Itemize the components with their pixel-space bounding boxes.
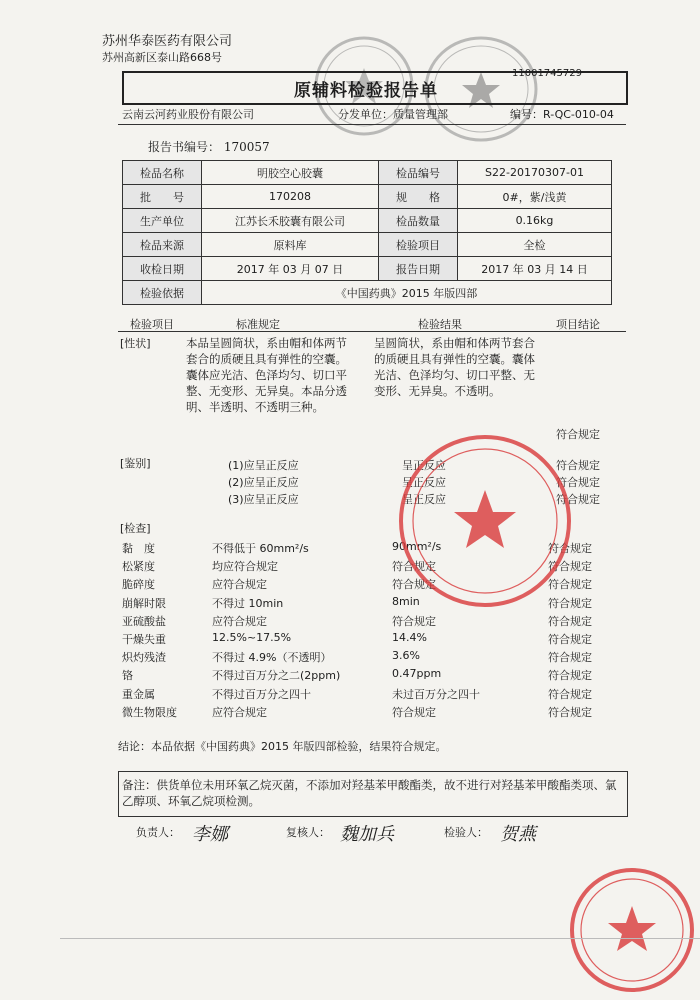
report-date-value: 2017 年 03 月 14 日 (458, 257, 612, 281)
check-conclusion: 符合规定 (548, 705, 592, 719)
review-label: 复核人： (286, 826, 330, 839)
check-result: 8min (392, 594, 420, 608)
check-conclusion: 符合规定 (548, 596, 592, 610)
name-value: 明胶空心胶囊 (202, 161, 379, 185)
check-conclusion: 符合规定 (548, 651, 592, 665)
source-value: 原料库 (202, 233, 379, 257)
check-item-name: 炽灼残渣 (122, 651, 166, 665)
footer-line (60, 938, 700, 939)
ident-label: [鉴别] (120, 457, 151, 470)
char-label: [性状] (120, 337, 151, 350)
receiver-company: 云南云河药业股份有限公司 (122, 108, 254, 121)
check-result: 0.47ppm (392, 667, 442, 681)
inspect-signature: 贺燕 (500, 824, 536, 845)
check-result: 3.6% (392, 649, 420, 663)
check-standard: 不得低于 60mm²/s (212, 542, 309, 555)
source-label: 检品来源 (123, 233, 202, 257)
code-value: S22-20170307-01 (458, 161, 612, 185)
recv-date-value: 2017 年 03 月 07 日 (202, 257, 379, 281)
check-standard: 应符合规定 (212, 578, 267, 592)
ident-conclusion: 符合规定 (556, 459, 600, 472)
quality-seal-stamp (396, 432, 574, 610)
check-conclusion: 符合规定 (548, 669, 592, 683)
col-header-result: 检验结果 (418, 318, 462, 331)
check-result: 90mm²/s (392, 540, 442, 553)
lead-label: 负责人： (136, 826, 180, 839)
check-result: 符合规定 (392, 614, 436, 628)
check-label: [检查] (120, 522, 151, 535)
char-conclusion: 符合规定 (556, 428, 600, 441)
divider (118, 124, 626, 125)
check-item-name: 干燥失重 (122, 633, 166, 646)
batch-label: 批 号 (123, 185, 202, 209)
spec-label: 规 格 (379, 185, 458, 209)
ident-standard: (1)应呈正反应 (228, 459, 299, 472)
check-standard: 不得过 10min (212, 596, 284, 610)
company-seal-stamp (568, 866, 696, 994)
qty-value: 0.16kg (458, 209, 612, 233)
ident-result: 呈正反应 (402, 459, 446, 472)
maker-value: 江苏长禾胶囊有限公司 (202, 209, 379, 233)
maker-label: 生产单位 (123, 209, 202, 233)
char-result: 呈圆筒状，系由帽和体两节套合的质硬且具有弹性的空囊。囊体光洁、色泽均匀、切口平整、无变形、无异臭。不透明。 (374, 336, 535, 398)
check-item-name: 重金属 (122, 687, 155, 701)
char-standard: 本品呈圆筒状，系由帽和体两节套合的质硬且具有弹性的空囊。囊体应光洁、色泽均匀、切口平整、无变形、无异臭。本品分透明、半透明、不透明三种。 (186, 336, 347, 414)
check-item-name: 铬 (122, 669, 133, 683)
form-code: 编号：R-QC-010-04 (510, 108, 614, 121)
check-item-name: 脆碎度 (122, 578, 155, 592)
check-conclusion: 符合规定 (548, 560, 592, 574)
check-standard: 不得过百万分之二(2ppm) (212, 669, 341, 683)
check-result: 符合规定 (392, 705, 436, 719)
report-date-label: 报告日期 (379, 257, 458, 281)
batch-value: 170208 (202, 185, 379, 209)
basis-value: 《中国药典》2015 年版四部 (202, 281, 612, 305)
col-header-standard: 标准规定 (236, 318, 280, 331)
company-name: 苏州华泰医药有限公司 (102, 34, 233, 49)
inspect-label: 检验人： (444, 826, 488, 839)
spec-value: 0#，紫/浅黄 (458, 185, 612, 209)
check-item-name: 亚硫酸盐 (122, 614, 166, 628)
check-conclusion: 符合规定 (548, 687, 592, 701)
company-address: 苏州高新区泰山路668号 (102, 51, 222, 64)
check-item-name: 松紧度 (122, 560, 155, 574)
ident-result: 呈正反应 (402, 493, 446, 506)
name-label: 检品名称 (123, 161, 202, 185)
report-number: 报告书编号： 170057 (148, 140, 270, 154)
code-label: 检品编号 (379, 161, 458, 185)
check-conclusion: 符合规定 (548, 633, 592, 646)
col-header-conclusion: 项目结论 (556, 318, 600, 331)
document-number: 11001745729 (512, 68, 582, 79)
check-item-name: 微生物限度 (122, 705, 177, 719)
check-standard: 12.5%~17.5% (212, 631, 292, 644)
ident-conclusion: 符合规定 (556, 493, 600, 506)
recv-date-label: 收检日期 (123, 257, 202, 281)
review-signature: 魏加兵 (340, 824, 394, 845)
distribution-dept: 分发单位：质量管理部 (338, 108, 448, 121)
check-conclusion: 符合规定 (548, 614, 592, 628)
check-result: 未过百万分之四十 (392, 687, 480, 701)
check-result: 符合规定 (392, 560, 436, 574)
check-result: 符合规定 (392, 578, 436, 592)
ident-standard: (3)应呈正反应 (228, 493, 299, 506)
item-label: 检验项目 (379, 233, 458, 257)
check-standard: 均应符合规定 (212, 560, 278, 574)
check-item-name: 黏 度 (122, 542, 155, 555)
check-standard: 不得过 4.9%（不透明） (212, 651, 332, 665)
info-table (122, 160, 612, 305)
ident-result: 呈正反应 (402, 476, 446, 489)
ident-standard: (2)应呈正反应 (228, 476, 299, 489)
check-result: 14.4% (392, 631, 427, 644)
remark-text: 备注：供货单位未用环氧乙烷灭菌，不添加对羟基苯甲酸酯类，故不进行对羟基苯甲酸酯类项、氯乙醇项、环氧乙烷项检测。 (122, 778, 617, 808)
check-standard: 应符合规定 (212, 614, 267, 628)
results-divider (118, 331, 626, 332)
check-standard: 应符合规定 (212, 705, 267, 719)
conclusion-text: 结论：本品依据《中国药典》2015 年版四部检验，结果符合规定。 (118, 740, 447, 753)
item-value: 全检 (458, 233, 612, 257)
qty-label: 检品数量 (379, 209, 458, 233)
col-header-item: 检验项目 (130, 318, 174, 331)
report-title: 原辅料检验报告单 (294, 81, 438, 101)
basis-label: 检验依据 (123, 281, 202, 305)
check-item-name: 崩解时限 (122, 596, 166, 610)
ident-conclusion: 符合规定 (556, 476, 600, 489)
check-standard: 不得过百万分之四十 (212, 687, 311, 701)
check-conclusion: 符合规定 (548, 542, 592, 555)
check-conclusion: 符合规定 (548, 578, 592, 592)
lead-signature: 李娜 (192, 824, 228, 845)
